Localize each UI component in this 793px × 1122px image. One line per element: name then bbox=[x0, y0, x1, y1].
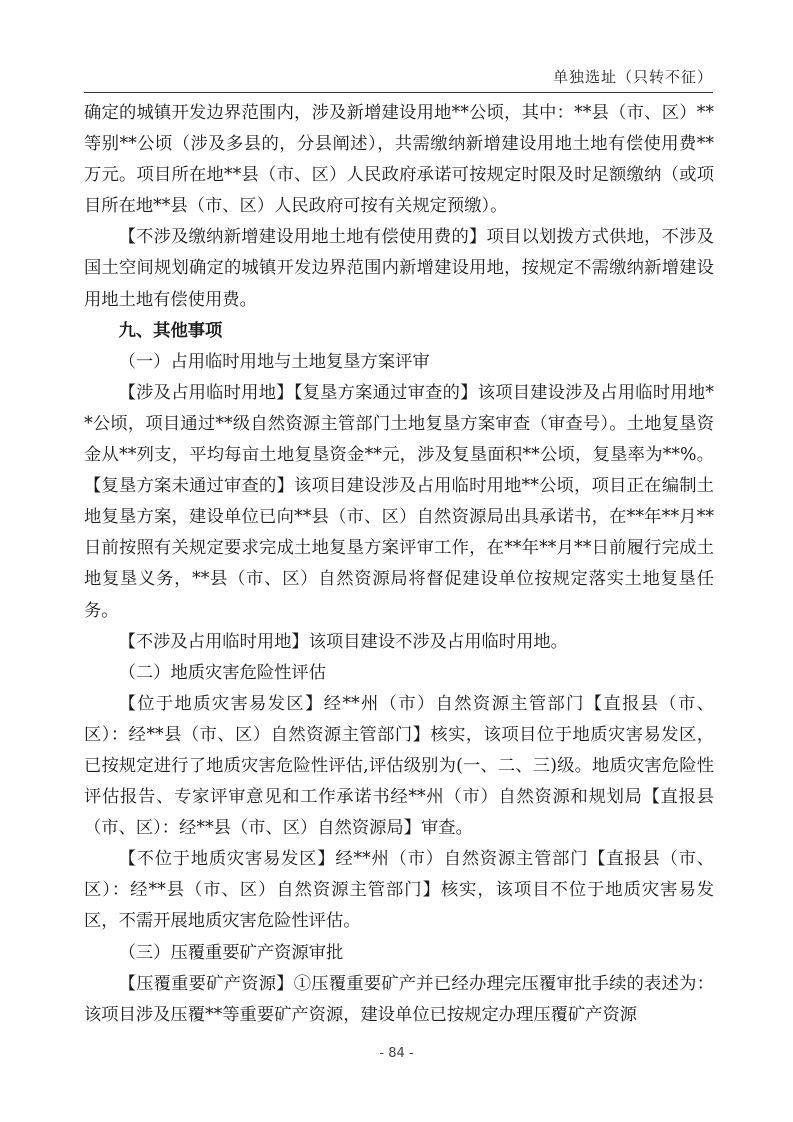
paragraph-temporary-land: 【涉及占用临时用地】【复垦方案通过审查的】该项目建设涉及占用临时用地**公顷，项目通过**级自然资源主管部门土地复垦方案审查（审查号）。土地复垦资金从**列支，平均每亩土地复垦资金**元，涉及复垦面积**公顷，复垦率为**%。【复垦方案未通过审查的】该项目建设涉及占用临时用地**公顷，项目正在编制土地复垦方案，建设单位已向**县（市、区）自然资源局出具承诺书，在**年**月**日前按照有关规定要求完成土地复垦方案评审工作，在**年**月**日前履行完成土地复垦义务，**县（市、区）自然资源局将督促建设单位按规定落实土地复垦任务。 bbox=[84, 382, 714, 621]
paragraph-geohazard-not-in-zone: 【不位于地质灾害易发区】经**州（市）自然资源主管部门【直报县（市、区）：经**县（市、区）自然资源主管部门】核实，该项目不位于地质灾害易发区，不需开展地质灾害危险性评估。 bbox=[84, 849, 714, 932]
page-number: - 84 - bbox=[379, 1046, 414, 1061]
paragraph-mineral-resources: 【压覆重要矿产资源】①压覆重要矿产并已经办理完压覆审批手续的表述为：该项目涉及压覆**等重要矿产资源，建设单位已按规定办理压覆矿产资源 bbox=[84, 973, 714, 1025]
paragraph-no-temporary-land: 【不涉及占用临时用地】该项目建设不涉及占用临时用地。 bbox=[118, 631, 568, 652]
section-heading-other-matters: 九、其他事项 bbox=[118, 320, 223, 341]
paragraph-continuation: 确定的城镇开发边界范围内，涉及新增建设用地**公顷，其中：**县（市、区）**等别**公顷（涉及多县的，分县阐述），共需缴纳新增建设用地土地有偿使用费**万元。项目所在地**县（市、区）人民政府承诺可按规定时限及时足额缴纳（或项目所在地**县（市、区）人民政府可按有关规定预缴）。 bbox=[84, 103, 714, 217]
subheading-mineral-resources: （三）压覆重要矿产资源审批 bbox=[118, 942, 344, 963]
page-body bbox=[84, 98, 714, 1031]
running-header: 单独选址（只转不征） bbox=[552, 68, 713, 86]
header-divider bbox=[84, 92, 713, 93]
paragraph-geohazard-in-zone: 【位于地质灾害易发区】经**州（市）自然资源主管部门【直报县（市、区）：经**县（市、区）自然资源主管部门】核实，该项目位于地质灾害易发区，已按规定进行了地质灾害危险性评估,评估级别为(一、二、三)级。地质灾害危险性评估报告、专家评审意见和工作承诺书经**州（市）自然资源和规划局【直报县（市、区）：经**县（市、区）自然资源局】审查。 bbox=[84, 693, 714, 839]
paragraph-fee-exemption: 【不涉及缴纳新增建设用地土地有偿使用费的】项目以划拨方式供地，不涉及国土空间规划确定的城镇开发边界范围内新增建设用地，按规定不需缴纳新增建设用地土地有偿使用费。 bbox=[84, 227, 714, 310]
subheading-temporary-land: （一）占用临时用地与土地复垦方案评审 bbox=[118, 351, 430, 372]
subheading-geohazard: （二）地质灾害危险性评估 bbox=[118, 662, 326, 683]
